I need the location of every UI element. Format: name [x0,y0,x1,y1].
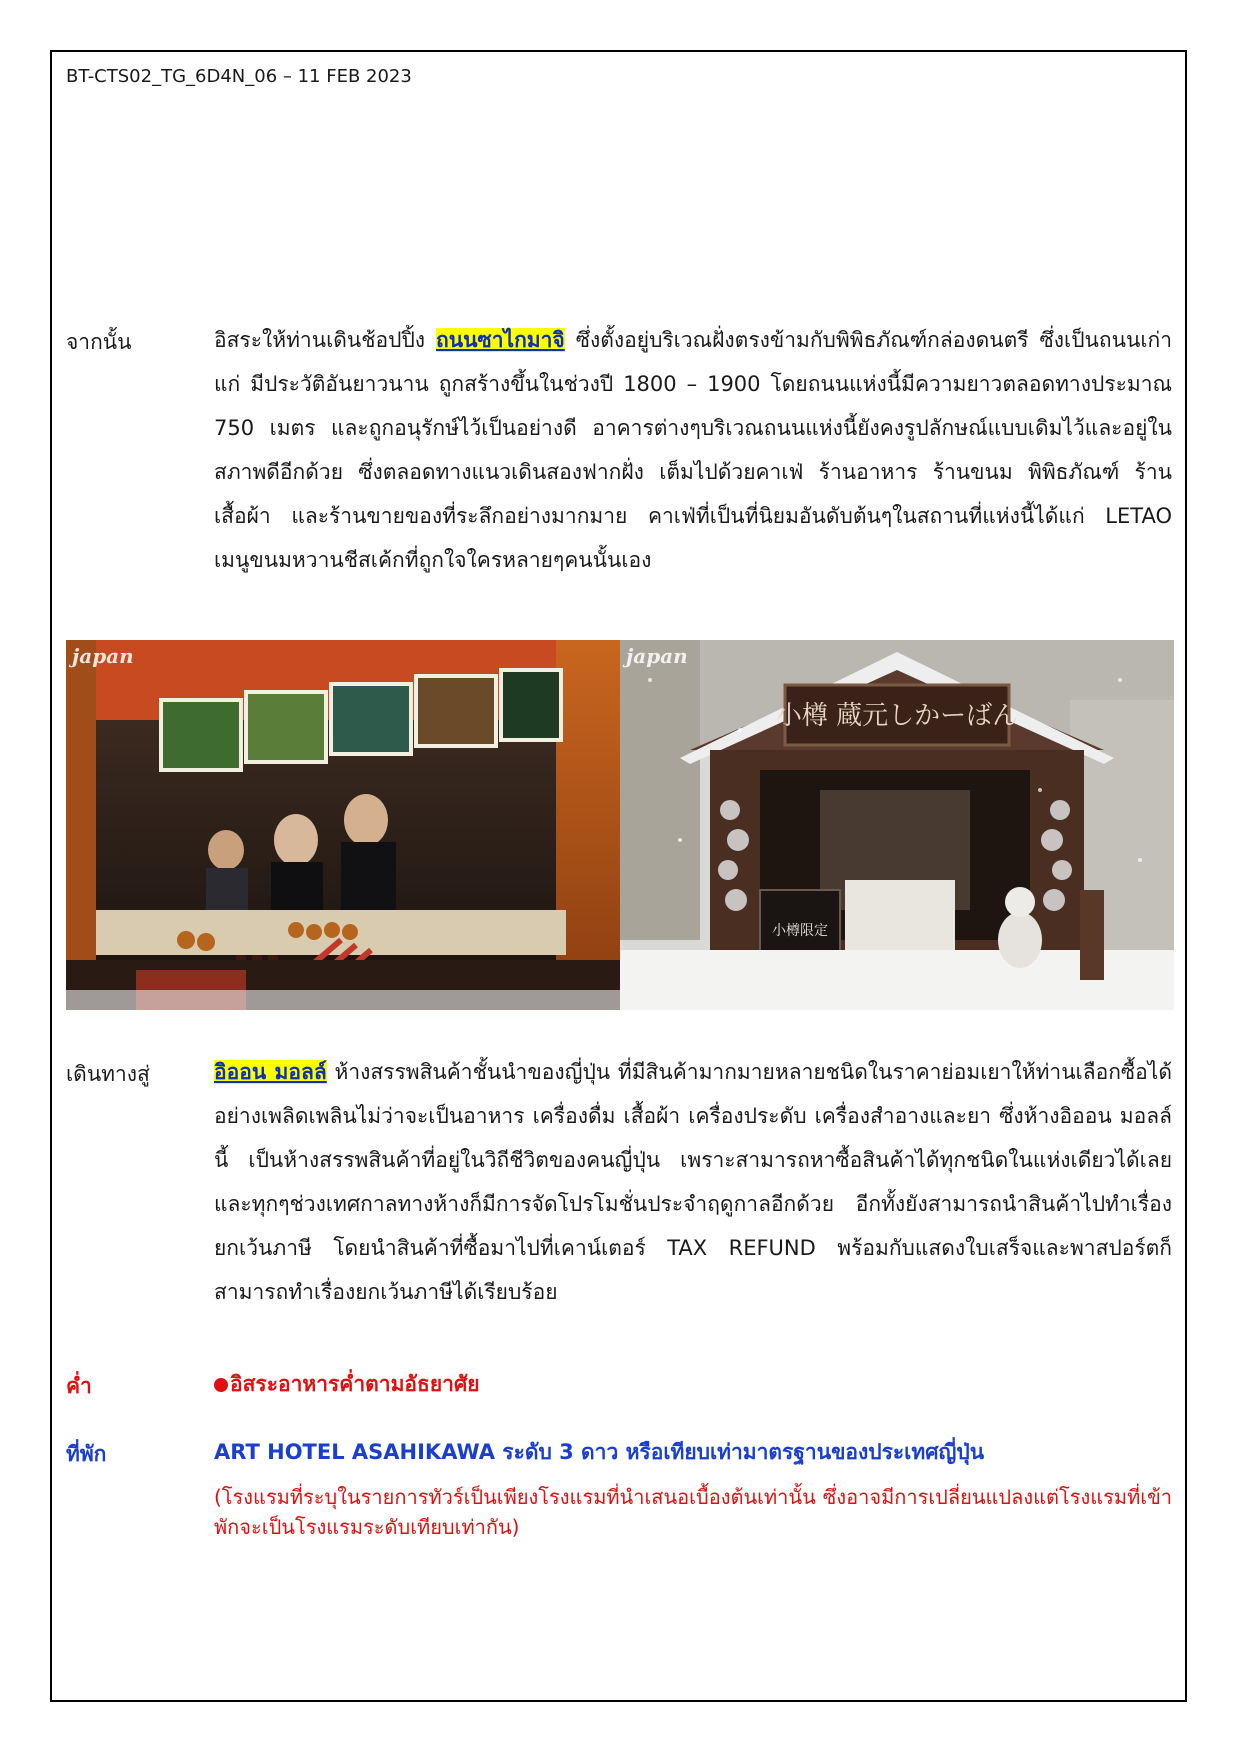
place-link-aeon-mall[interactable]: อิออน มอลล์ [214,1060,327,1084]
row-label: เดินทางสู่ [66,1062,150,1086]
document-code: BT-CTS02_TG_6D4N_06 – 11 FEB 2023 [66,66,412,87]
row-label: จากนั้น [66,330,132,354]
row-label: ที่พัก [66,1442,107,1466]
place-link-sakaimachi[interactable]: ถนนซาไกมาจิ [436,328,565,352]
souvenir-shop-photo [620,640,1174,1010]
meal-bullet-icon [214,1378,228,1392]
shop-sign: 小樽 蔵元しかーばん [775,701,1019,731]
photo-watermark: japan [626,644,688,668]
description-text: ซึ่งตั้งอยู่บริเวณฝั่งตรงข้ามกับพิพิธภัณฑ์กล่องดนตรี ซึ่งเป็นถนนเก่าแก่ มีประวัติอันยาวนาน ถูกสร้างขึ้นในช่วงปี 1800 – 1900 โดยถนนแห่งนี้มีความยาวตลอดทางประมาณ 750 เมตร และถูกอนุรักษ์ไว้เป็นอย่างดี อาคารต่างๆบริเวณถนนแห่งนี้ยังคงรูปลักษณ์แบบเดิมไว้และอยู่ในสภาพดีอีกด้วย ซึ่งตลอดทางแนวเดินสองฟากฝั่ง เต็มไปด้วยคาเฟ่ ร้านอาหาร ร้านขนม พิพิธภัณฑ์ ร้านเสื้อผ้า และร้านขายของที่ระลึกอย่างมากมาย คาเฟ่ที่เป็นที่นิยมอันดับต้นๆในสถานที่แห่งนี้ได้แก่ LETAO เมนูขนมหวานชีสเค้กที่ถูกใจใครหลายๆคนนั้นเอง [214,328,1173,572]
hotel-name: ART HOTEL ASAHIKAWA ระดับ 3 ดาว หรือเทียบเท่ามาตรฐานของประเทศญี่ปุ่น [214,1440,985,1464]
description-text: ห้างสรรพสินค้าชั้นนำของญี่ปุ่น ที่มีสินค้ามากมายหลายชนิดในราคาย่อมเยาให้ท่านเลือกซื้อได้อย่างเพลิดเพลินไม่ว่าจะเป็นอาหาร เครื่องดื่ม เสื้อผ้า เครื่องประดับ เครื่องสำอางและยา ซึ่งห้างอิออน มอลล์ นี้ เป็นห้างสรรพสินค้าที่อยู่ในวิถีชีวิตของคนญี่ปุ่น เพราะสามารถหาซื้อสินค้าได้ทุกชนิดในแห่งเดียวได้เลย และทุกๆช่วงเทศกาลทางห้างก็มีการจัดโปรโมชั่นประจำฤดูกาลอีกด้วย อีกทั้งยังสามารถนำสินค้าไปทำเรื่องยกเว้นภาษี โดยนำสินค้าที่ซื้อมาไปที่เคาน์เตอร์ TAX REFUND พร้อมกับแสดงใบเสร็จและพาสปอร์ตก็สามารถทำเรื่องยกเว้นภาษีได้เรียบร้อย [214,1060,1172,1304]
food-stall-photo [66,640,620,1010]
shop-board: 小樽限定 [772,923,828,939]
photo-strip [66,640,1174,1010]
row-label: ค่ำ [66,1374,92,1398]
dinner-text: อิสระอาหารค่ำตามอัธยาศัย [214,1362,1172,1406]
photo-watermark: japan [72,644,134,668]
row-description [214,1050,1172,1314]
hotel-note: (โรงแรมที่ระบุในรายการทัวร์เป็นเพียงโรงแรมที่นำเสนอเบื้องต้นเท่านั้น ซึ่งอาจมีการเปลี่ยนแปลงแต่โรงแรมที่เข้าพักจะเป็นโรงแรมระดับเทียบเท่ากัน) [214,1485,1172,1539]
row-description [214,318,1172,582]
description-pre: อิสระให้ท่านเดินช้อปปิ้ง [214,328,437,352]
